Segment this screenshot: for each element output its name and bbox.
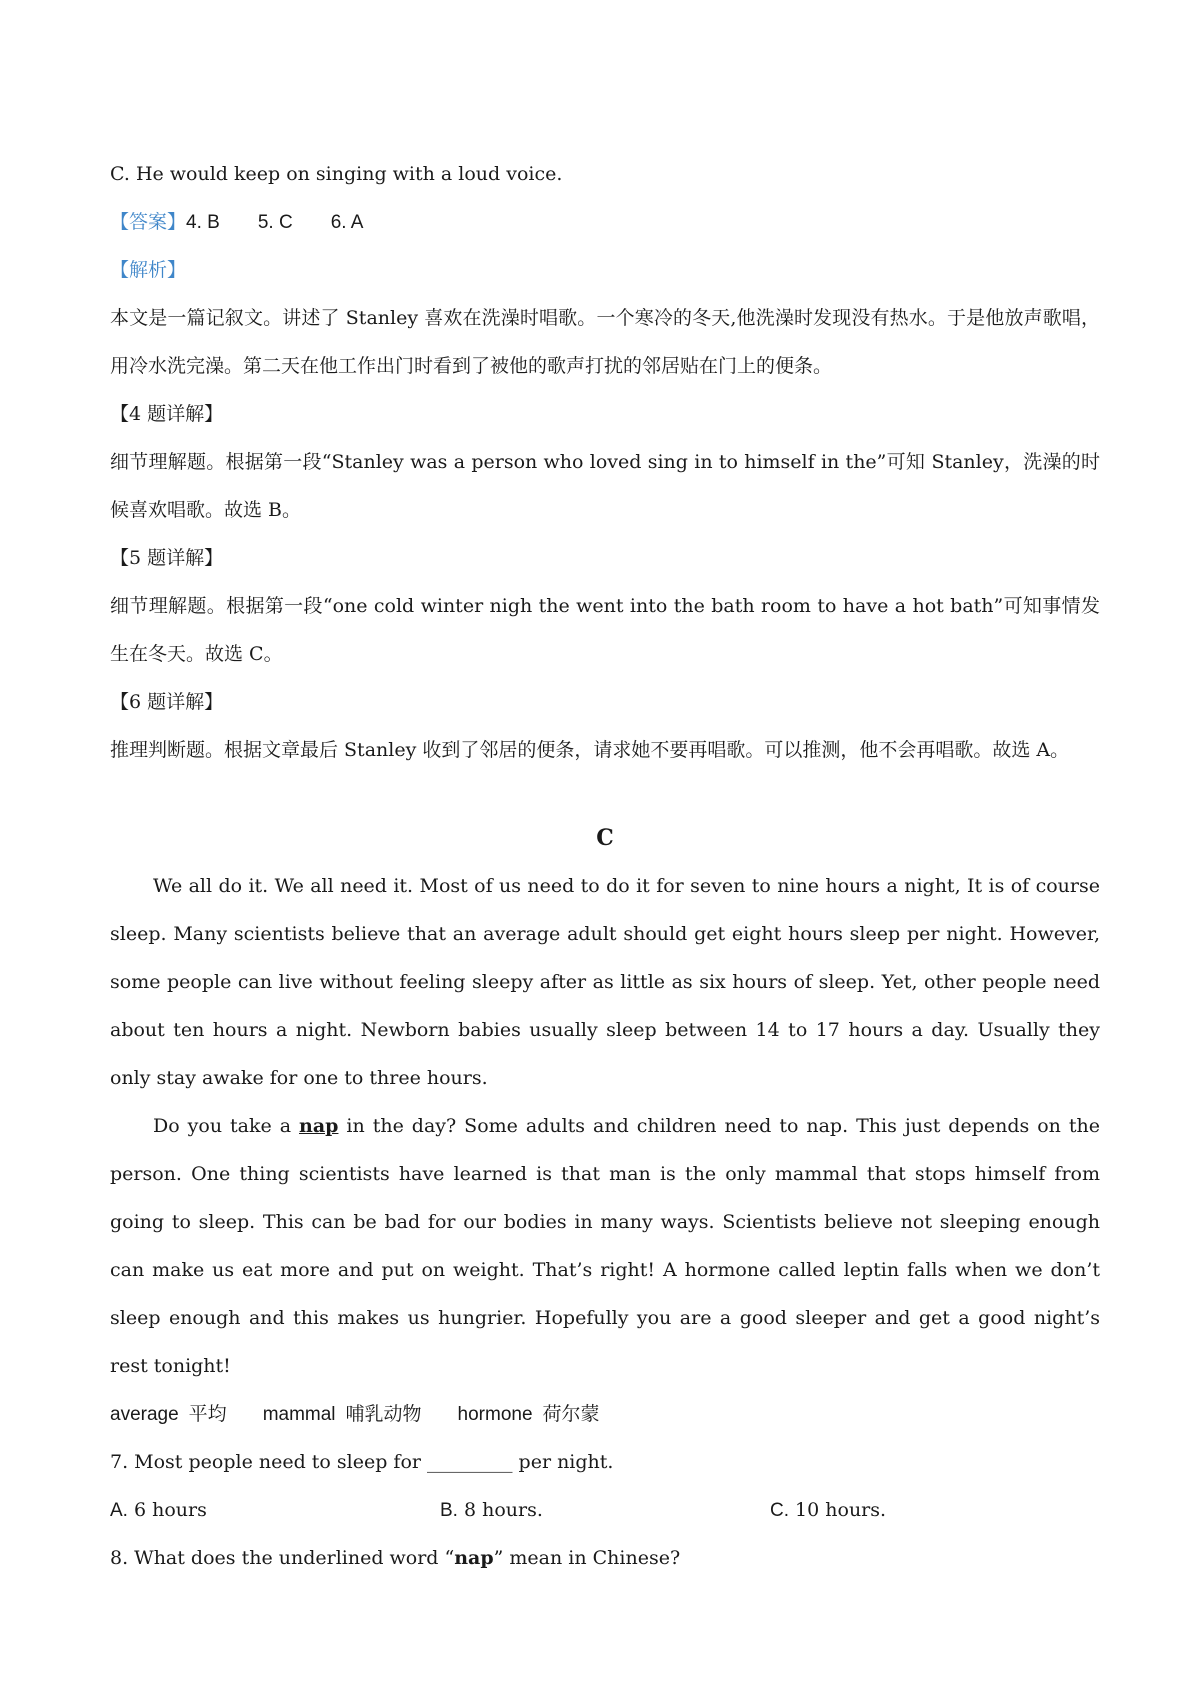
answer-5: 5. C <box>257 212 293 233</box>
option-b: B. 8 hours. <box>440 1499 543 1521</box>
underlined-word-nap: nap <box>299 1115 339 1137</box>
option-a: A. 6 hours <box>110 1499 207 1521</box>
question-8-stem: 8. What does the underlined word “nap” mean in Chinese? <box>110 1547 681 1569</box>
answer-6: 6. A <box>330 212 364 233</box>
q4-label: 【4 题详解】 <box>110 403 224 425</box>
vocab-term: average <box>110 1404 179 1425</box>
q4-explanation: 细节理解题。根据第一段“Stanley was a person who loved sing in to himself in the”可知 Stanley，洗澡的时候喜欢唱歌。故选 B。 <box>110 451 1100 521</box>
q6-label: 【6 题详解】 <box>110 691 224 713</box>
passage-c-paragraph-1: We all do it. We all need it. Most of us need to do it for seven to nine hours a night, It is of course sleep. Many scientists believe that an average adult should get eight hours sleep per night. However, some people can live without feeling sleepy after as little as six hours of sleep. Yet, other people need about ten hours a night. Newborn babies usually sleep between 14 to 17 hours a day. Usually they only stay awake for one to three hours. <box>110 875 1100 1089</box>
vocab-term: mammal <box>262 1404 336 1425</box>
q6-explanation: 推理判断题。根据文章最后 Stanley 收到了邻居的便条，请求她不要再唱歌。可以推测，他不会再唱歌。故选 A。 <box>110 739 1070 761</box>
vocab-meaning: 哺乳动物 <box>345 1403 422 1425</box>
previous-option-c: C. He would keep on singing with a loud voice. <box>110 163 563 185</box>
passage-c-paragraph-2: Do you take a nap in the day? Some adults and children need to nap. This just depends on the person. One thing scientists have learned is that man is the only mammal that stops himself from going to sleep. This can be bad for our bodies in many ways. Scientists believe not sleeping enough can make us eat more and put on weight. That’s right! A hormone called leptin falls when we don’t sleep enough and this makes us hungrier. Hopefully you are a good sleeper and get a good night’s rest tonight! <box>110 1115 1100 1377</box>
question-7-stem: 7. Most people need to sleep for _________ per night. <box>110 1451 614 1473</box>
question-7-options <box>110 1486 1100 1534</box>
section-c-title: C <box>596 825 614 851</box>
q5-label: 【5 题详解】 <box>110 547 224 569</box>
vocabulary-line <box>110 1390 1100 1438</box>
answer-4: 4. B <box>186 212 220 233</box>
q5-explanation: 细节理解题。根据第一段“one cold winter nigh the went into the bath room to have a hot bath”可知事情发生在冬天。故选 C。 <box>110 595 1100 665</box>
bold-word-nap: nap <box>454 1547 494 1569</box>
answer-line <box>110 198 1100 246</box>
passage-summary: 本文是一篇记叙文。讲述了 Stanley 喜欢在洗澡时唱歌。一个寒冷的冬天,他洗澡时发现没有热水。于是他放声歌唱，用冷水洗完澡。第二天在他工作出门时看到了被他的歌声打扰的邻居贴在门上的便条。 <box>110 307 1100 377</box>
document-page <box>110 150 1100 1582</box>
vocab-meaning: 平均 <box>188 1403 227 1425</box>
analysis-label: 【解析】 <box>110 259 187 281</box>
vocab-meaning: 荷尔蒙 <box>542 1403 600 1425</box>
option-c: C. 10 hours. <box>770 1499 887 1521</box>
vocab-term: hormone <box>457 1404 533 1425</box>
answer-label: 【答案】 <box>110 211 187 233</box>
